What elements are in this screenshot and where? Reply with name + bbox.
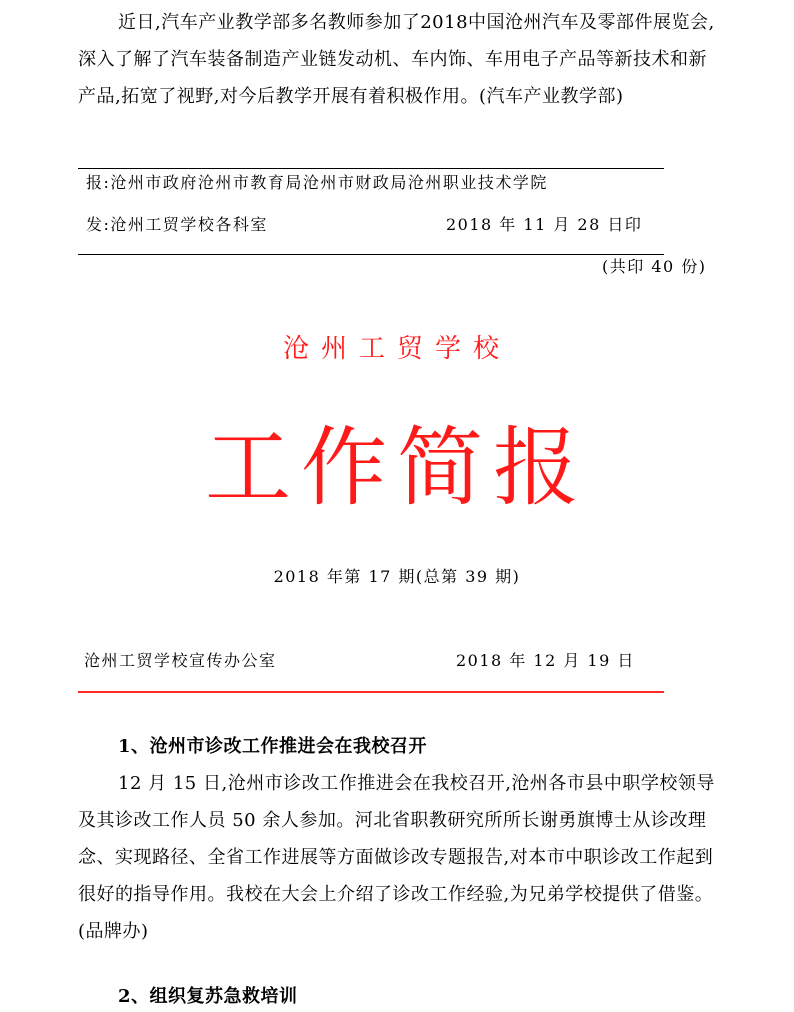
distribution-bottom-rule bbox=[78, 254, 664, 255]
copies-count: (共印 40 份) bbox=[602, 257, 707, 276]
masthead-red-rule bbox=[78, 691, 664, 693]
article-1-body: 12 月 15 日,沧州市诊改工作推进会在我校召开,沧州各市县中职学校领导及其诊改工作人员 50 余人参加。河北省职教研究所所长谢勇旗博士从诊改理念、实现路径、全省工作进展等方面做诊改专题报告,对本市中职诊改工作起到很好的指导作用。我校在大会上介绍了诊改工作经验,为兄弟学校提供了借鉴。(品牌办) bbox=[78, 773, 715, 942]
brief-title: 工作简报 bbox=[205, 418, 589, 518]
report-to-line: 报:沧州市政府沧州市教育局沧州市财政局沧州职业技术学院 bbox=[86, 173, 548, 192]
send-to-line: 发:沧州工贸学校各科室 bbox=[86, 215, 268, 234]
issue-date: 2018 年 12 月 19 日 bbox=[456, 651, 635, 670]
print-date: 2018 年 11 月 28 日印 bbox=[446, 215, 643, 234]
school-masthead: 沧州工贸学校 bbox=[282, 334, 511, 364]
intro-paragraph: 近日,汽车产业教学部多名教师参加了2018中国沧州汽车及零部件展览会,深入了解了汽车装备制造产业链发动机、车内饰、车用电子产品等新技术和新产品,拓宽了视野,对今后教学开展有着积极作用。(汽车产业教学部) bbox=[78, 12, 715, 107]
issue-number: 2018 年第 17 期(总第 39 期) bbox=[273, 567, 521, 586]
article-2-heading: 2、组织复苏急救培训 bbox=[118, 986, 298, 1007]
article-1-heading: 1、沧州市诊改工作推进会在我校召开 bbox=[118, 736, 428, 757]
issuing-office: 沧州工贸学校宣传办公室 bbox=[84, 651, 277, 670]
distribution-top-rule bbox=[78, 168, 664, 169]
